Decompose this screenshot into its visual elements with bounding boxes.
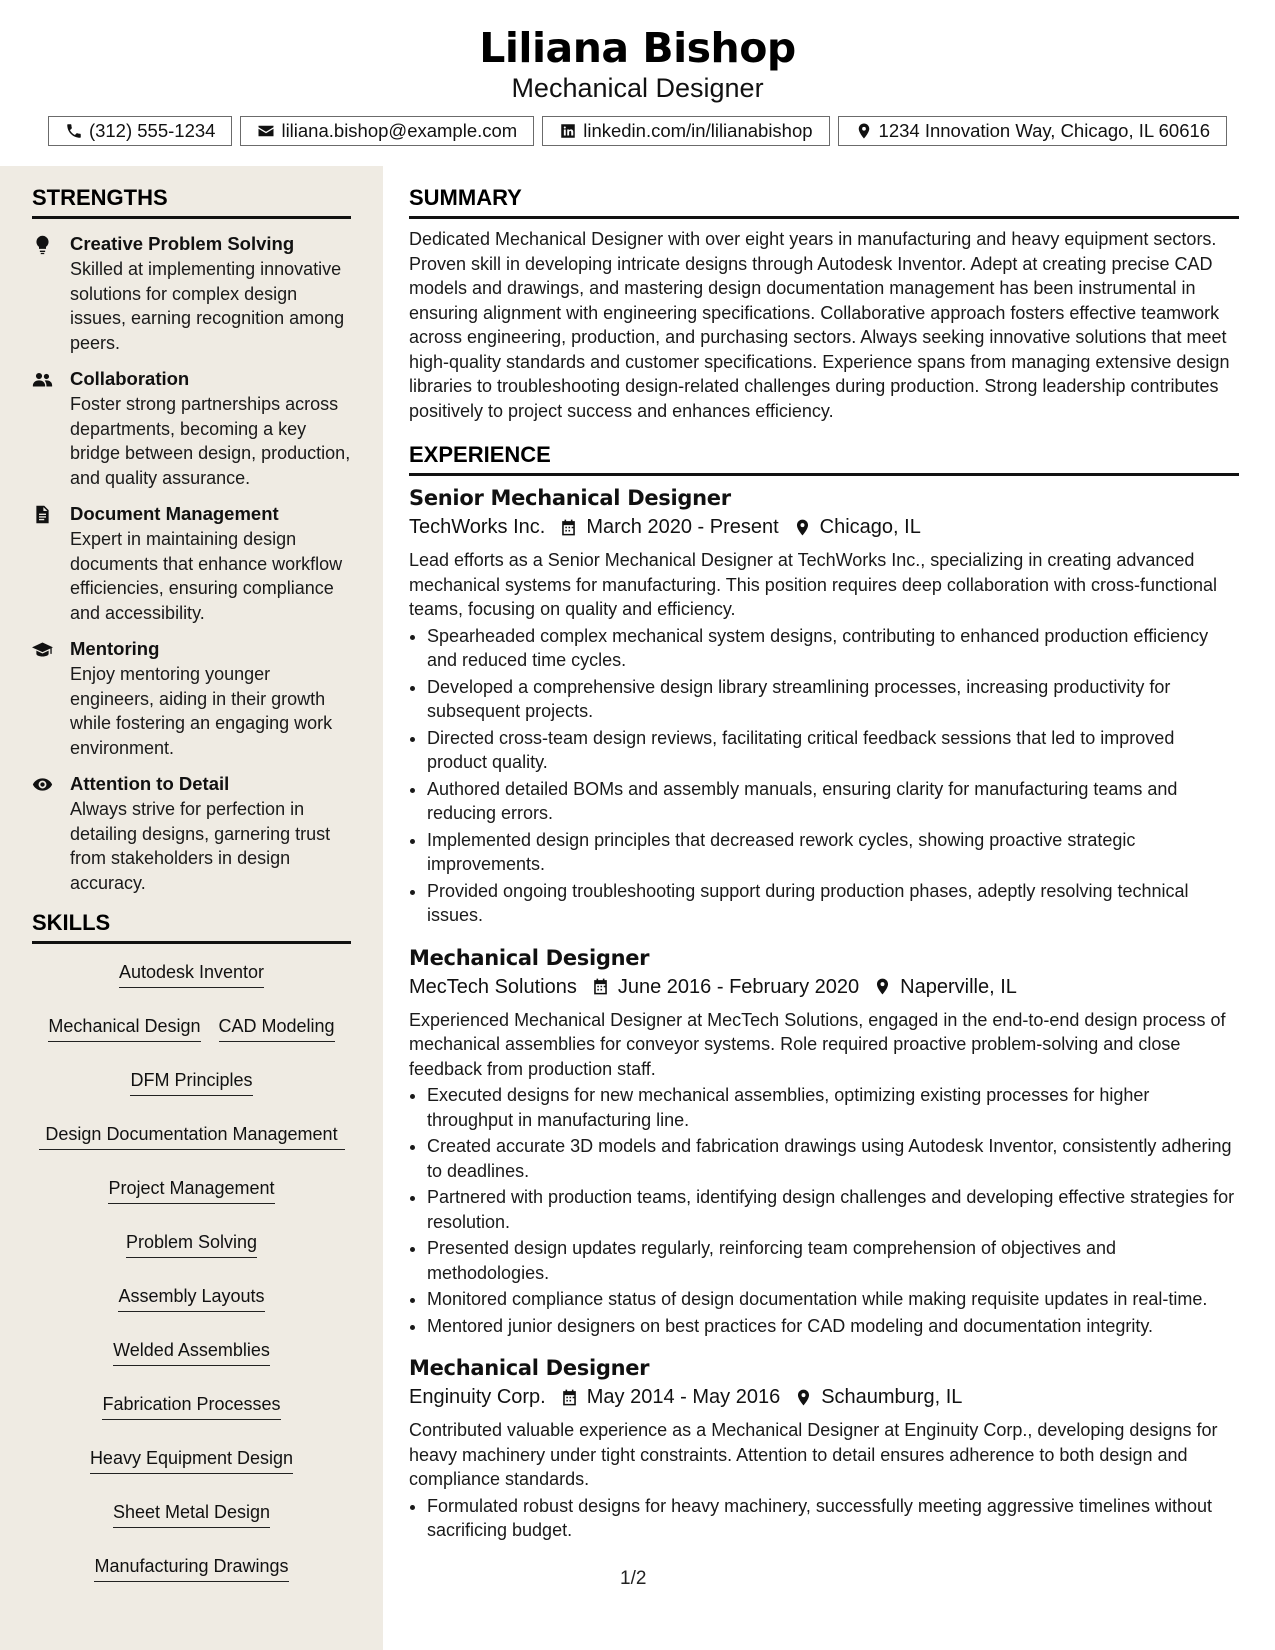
- job-bullet: • Monitored compliance status of design documentation while making requisite updates in real-time.: [427, 1287, 1239, 1312]
- skill-tag: Autodesk Inventor: [119, 960, 264, 988]
- skill-tag: DFM Principles: [130, 1068, 252, 1096]
- job-entry: [409, 484, 1239, 928]
- strength-title: Mentoring: [70, 638, 160, 659]
- experience-heading: EXPERIENCE: [409, 441, 1239, 476]
- strengths-heading: STRENGTHS: [32, 184, 351, 219]
- job-bullet: • Implemented design principles that decreased rework cycles, showing proactive strategic improvements.: [427, 828, 1239, 877]
- job-bullet: • Presented design updates regularly, reinforcing team comprehension of objectives and methodologies.: [427, 1236, 1239, 1285]
- job-bullet: • Authored detailed BOMs and assembly manuals, ensuring clarity for manufacturing teams and reducing errors.: [427, 777, 1239, 826]
- users-icon: [32, 369, 53, 390]
- map-pin-icon: [855, 122, 873, 140]
- linkedin-icon: [559, 122, 577, 140]
- strength-desc: Enjoy mentoring younger engineers, aiding in their growth while fostering an engaging work environment.: [70, 664, 333, 758]
- page-number: 1/2: [620, 1568, 647, 1589]
- sidebar: [0, 166, 383, 1650]
- job-bullet: • Mentored junior designers on best practices for CAD modeling and documentation integrity.: [427, 1314, 1239, 1339]
- contact-phone[interactable]: [48, 116, 233, 146]
- job-entry: [409, 944, 1239, 1339]
- resume-header: [0, 0, 1275, 146]
- job-bullet: • Directed cross-team design reviews, facilitating critical feedback sessions that led to improved product quality.: [427, 726, 1239, 775]
- job-meta: [409, 1382, 1239, 1412]
- strength-title: Attention to Detail: [70, 773, 230, 794]
- job-bullet: • Developed a comprehensive design library streamlining processes, increasing productivity for subsequent projects.: [427, 675, 1239, 724]
- job-company: Enginuity Corp.: [409, 1386, 546, 1408]
- job-bullets: [409, 624, 1239, 928]
- map-pin-icon: [793, 518, 812, 537]
- strength-title: Document Management: [70, 503, 279, 524]
- skill-tag: Welded Assemblies: [113, 1338, 270, 1366]
- job-description: Contributed valuable experience as a Mechanical Designer at Enginuity Corp., developing designs for heavy machinery under tight constraints. Attention to detail ensures adherence to both design and compliance standards.: [409, 1420, 1218, 1489]
- skill-tag: Design Documentation Management: [39, 1122, 345, 1150]
- job-title: Mechanical Designer: [409, 1356, 650, 1380]
- envelope-icon: [257, 122, 275, 140]
- map-pin-icon: [873, 977, 892, 996]
- job-bullet: • Provided ongoing troubleshooting support during production phases, adeptly resolving technical issues.: [427, 879, 1239, 928]
- strength-item: [32, 366, 351, 490]
- map-pin-icon: [794, 1388, 813, 1407]
- job-company: TechWorks Inc.: [409, 516, 546, 538]
- skills-list: [32, 956, 351, 1582]
- strength-item: [32, 501, 351, 625]
- contact-email-text: liliana.bishop@example.com: [281, 120, 518, 141]
- job-bullet: • Created accurate 3D models and fabrication drawings using Autodesk Inventor, consistently adhering to deadlines.: [427, 1134, 1239, 1183]
- contact-address: [838, 116, 1228, 146]
- skill-tag: Mechanical Design: [48, 1014, 200, 1042]
- skills-heading: SKILLS: [32, 909, 351, 944]
- eye-icon: [32, 774, 53, 795]
- skill-tag: Heavy Equipment Design: [90, 1446, 293, 1474]
- summary-text: Dedicated Mechanical Designer with over eight years in manufacturing and heavy equipment sectors. Proven skill in developing intricate designs through Autodesk Inventor. Adept at creating precise CAD models and drawings, and mastering design documentation management has been instrumental in ensuring alignment with engineering specifications. Collaborative approach fosters effective teamwork across engineering, production, and purchasing sectors. Always seeking innovative solutions that meet high-quality standards and customer specifications. Experience spans from managing extensive design libraries to troubleshooting design-related challenges during production. Strong leadership contributes positively to project success and enhances efficiency.: [409, 229, 1230, 421]
- job-bullet: • Partnered with production teams, identifying design challenges and developing effective strategies for resolution.: [427, 1185, 1239, 1234]
- job-description: Lead efforts as a Senior Mechanical Designer at TechWorks Inc., specializing in creating advanced mechanical systems for manufacturing. This position requires deep collaboration with cross-functional teams, focusing on quality and efficiency.: [409, 550, 1218, 619]
- contact-bar: [0, 116, 1275, 146]
- contact-address-text: 1234 Innovation Way, Chicago, IL 60616: [878, 120, 1211, 141]
- calendar-icon: [591, 977, 610, 996]
- lightbulb-icon: [32, 234, 53, 255]
- main-column: [409, 184, 1239, 1559]
- candidate-title: Mechanical Designer: [511, 73, 764, 103]
- summary-heading: SUMMARY: [409, 184, 1239, 219]
- strength-desc: Foster strong partnerships across departments, becoming a key bridge between design, production, and quality assurance.: [70, 394, 351, 488]
- job-location: Chicago, IL: [819, 516, 921, 538]
- skill-tag: Sheet Metal Design: [113, 1500, 270, 1528]
- calendar-icon: [559, 518, 578, 537]
- job-meta: [409, 972, 1239, 1002]
- strength-desc: Expert in maintaining design documents that enhance workflow efficiencies, ensuring compliance and accessibility.: [70, 529, 343, 623]
- skill-tag: CAD Modeling: [219, 1014, 335, 1042]
- job-title: Mechanical Designer: [409, 945, 650, 970]
- job-meta: [409, 512, 1239, 542]
- job-bullet: • Executed designs for new mechanical assemblies, optimizing existing processes for higher throughput in manufacturing line.: [427, 1083, 1239, 1132]
- skill-tag: Assembly Layouts: [118, 1284, 264, 1312]
- contact-linkedin[interactable]: [542, 116, 829, 146]
- job-bullets: [409, 1083, 1239, 1338]
- job-title: Senior Mechanical Designer: [409, 486, 731, 510]
- strength-title: Creative Problem Solving: [70, 233, 295, 254]
- skill-tag: Manufacturing Drawings: [94, 1554, 288, 1582]
- job-entry: [409, 1354, 1239, 1543]
- job-bullet: • Formulated robust designs for heavy machinery, successfully meeting aggressive timelines without sacrificing budget.: [427, 1494, 1239, 1543]
- strength-desc: Always strive for perfection in detailing designs, garnering trust from stakeholders in design accuracy.: [70, 799, 331, 893]
- skill-tag: Problem Solving: [126, 1230, 257, 1258]
- contact-phone-text: (312) 555-1234: [88, 120, 216, 141]
- document-icon: [32, 504, 53, 525]
- job-location: Naperville, IL: [900, 975, 1017, 998]
- job-dates: March 2020 - Present: [586, 516, 779, 538]
- job-company: MecTech Solutions: [409, 975, 577, 998]
- strength-title: Collaboration: [70, 368, 190, 389]
- strength-desc: Skilled at implementing innovative solutions for complex design issues, earning recognition among peers.: [70, 259, 345, 353]
- job-dates: May 2014 - May 2016: [586, 1386, 781, 1408]
- job-description: Experienced Mechanical Designer at MecTech Solutions, engaged in the end-to-end design process of mechanical assemblies for conveyor systems. Role required proactive problem-solving and close feedback from production staff.: [409, 1009, 1226, 1079]
- strength-item: [32, 231, 351, 355]
- skill-tag: Fabrication Processes: [102, 1392, 280, 1420]
- job-dates: June 2016 - February 2020: [617, 975, 860, 998]
- calendar-icon: [560, 1388, 579, 1407]
- graduation-cap-icon: [32, 639, 53, 660]
- candidate-name: Liliana Bishop: [479, 24, 796, 72]
- strength-item: [32, 636, 351, 760]
- skill-tag: Project Management: [108, 1176, 274, 1204]
- contact-linkedin-text: linkedin.com/in/lilianabishop: [583, 120, 813, 141]
- job-bullets: [409, 1494, 1239, 1543]
- job-bullet: • Spearheaded complex mechanical system designs, contributing to enhanced production efficiency and reduced time cycles.: [427, 624, 1239, 673]
- contact-email[interactable]: [240, 116, 534, 146]
- phone-icon: [65, 122, 83, 140]
- strength-item: [32, 771, 351, 895]
- job-location: Schaumburg, IL: [821, 1386, 963, 1408]
